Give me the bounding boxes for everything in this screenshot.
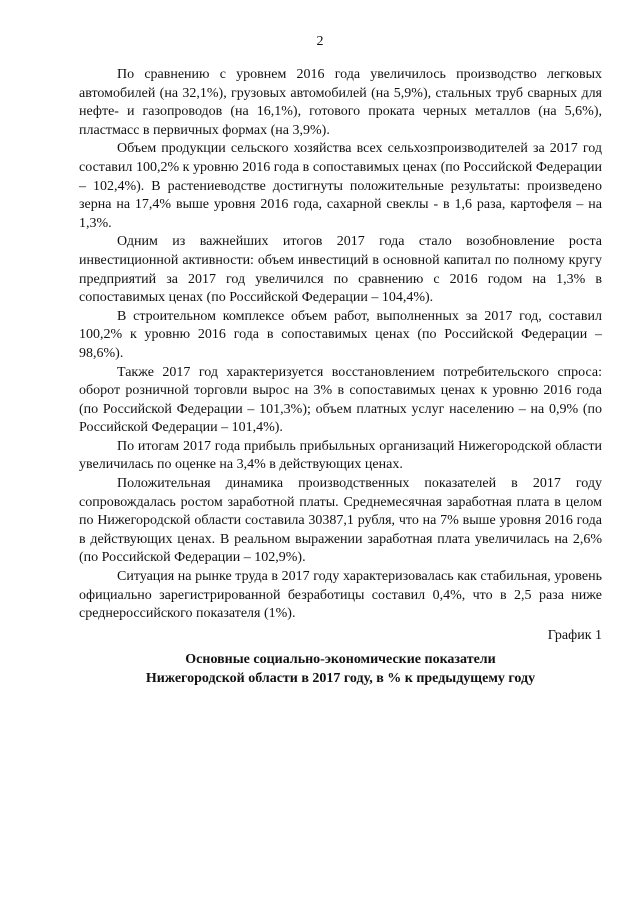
document-body (79, 66, 602, 689)
figure-title-line-1: Основные социально-экономические показатели (185, 652, 496, 668)
paragraph-production: По сравнению с уровнем 2016 года увеличилось производство легковых автомобилей (на 32,1%), грузовых автомобилей (на 5,9%), стальных труб сварных для нефте- и газопроводов (на 16,1%), готового проката черных металлов (на 5,6%), пластмасс в первичных формах (на 3,9%). (79, 67, 602, 138)
page-number: 2 (316, 34, 324, 49)
paragraph-profit: По итогам 2017 года прибыль прибыльных организаций Нижегородской области увеличилась по оценке на 3,4% в действующих ценах. (79, 438, 602, 473)
paragraph-wages: Положительная динамика производственных показателей в 2017 году сопровождалась ростом заработной платы. Среднемесячная заработная плата в целом по Нижегородской области составила 30387,1 рубля, что на 7% выше уровня 2016 года в действующих ценах. В реальном выражении заработная плата увеличилась на 2,6% (по Российской Федерации – 102,9%). (79, 476, 602, 566)
figure-label: График 1 (547, 627, 602, 643)
figure-title (79, 651, 602, 688)
paragraph-consumer-demand: Также 2017 год характеризуется восстановлением потребительского спроса: оборот розничной торговли вырос на 3% в сопоставимых ценах к уровню 2016 года (по Российской Федерации – 101,3%); объем платных услуг населению – на 0,9% (по Российской Федерации – 101,4%). (79, 364, 602, 436)
paragraph-labor-market: Ситуация на рынке труда в 2017 году характеризовалась как стабильная, уровень официально зарегистрированной безработицы составил 0,4%, что в 2,5 раза ниже среднероссийского показателя (1%). (79, 569, 602, 622)
paragraph-investment: Одним из важнейших итогов 2017 года стало возобновление роста инвестиционной активности: объем инвестиций в основной капитал по полному кругу предприятий за 2017 год увеличился по сравнению с 2016 годом на 1,3% в сопоставимых ценах (по Российской Федерации – 104,4%). (79, 234, 602, 306)
figure-title-line-2: Нижегородской области в 2017 году, в % к предыдущему году (145, 671, 536, 686)
paragraph-agriculture: Объем продукции сельского хозяйства всех сельхозпроизводителей за 2017 год составил 100,2% к уровню 2016 года в сопоставимых ценах (по Российской Федерации – 102,4%). В растениеводстве достигнуты положительные результаты: произведено зерна на 17,4% выше уровня 2016 года, сахарной свеклы - в 1,6 раза, картофеля – на 1,3%. (79, 141, 602, 231)
paragraph-construction: В строительном комплексе объем работ, выполненных за 2017 год, составил 100,2% к уровню 2016 года в сопоставимых ценах (по Российской Федерации – 98,6%). (79, 308, 602, 361)
